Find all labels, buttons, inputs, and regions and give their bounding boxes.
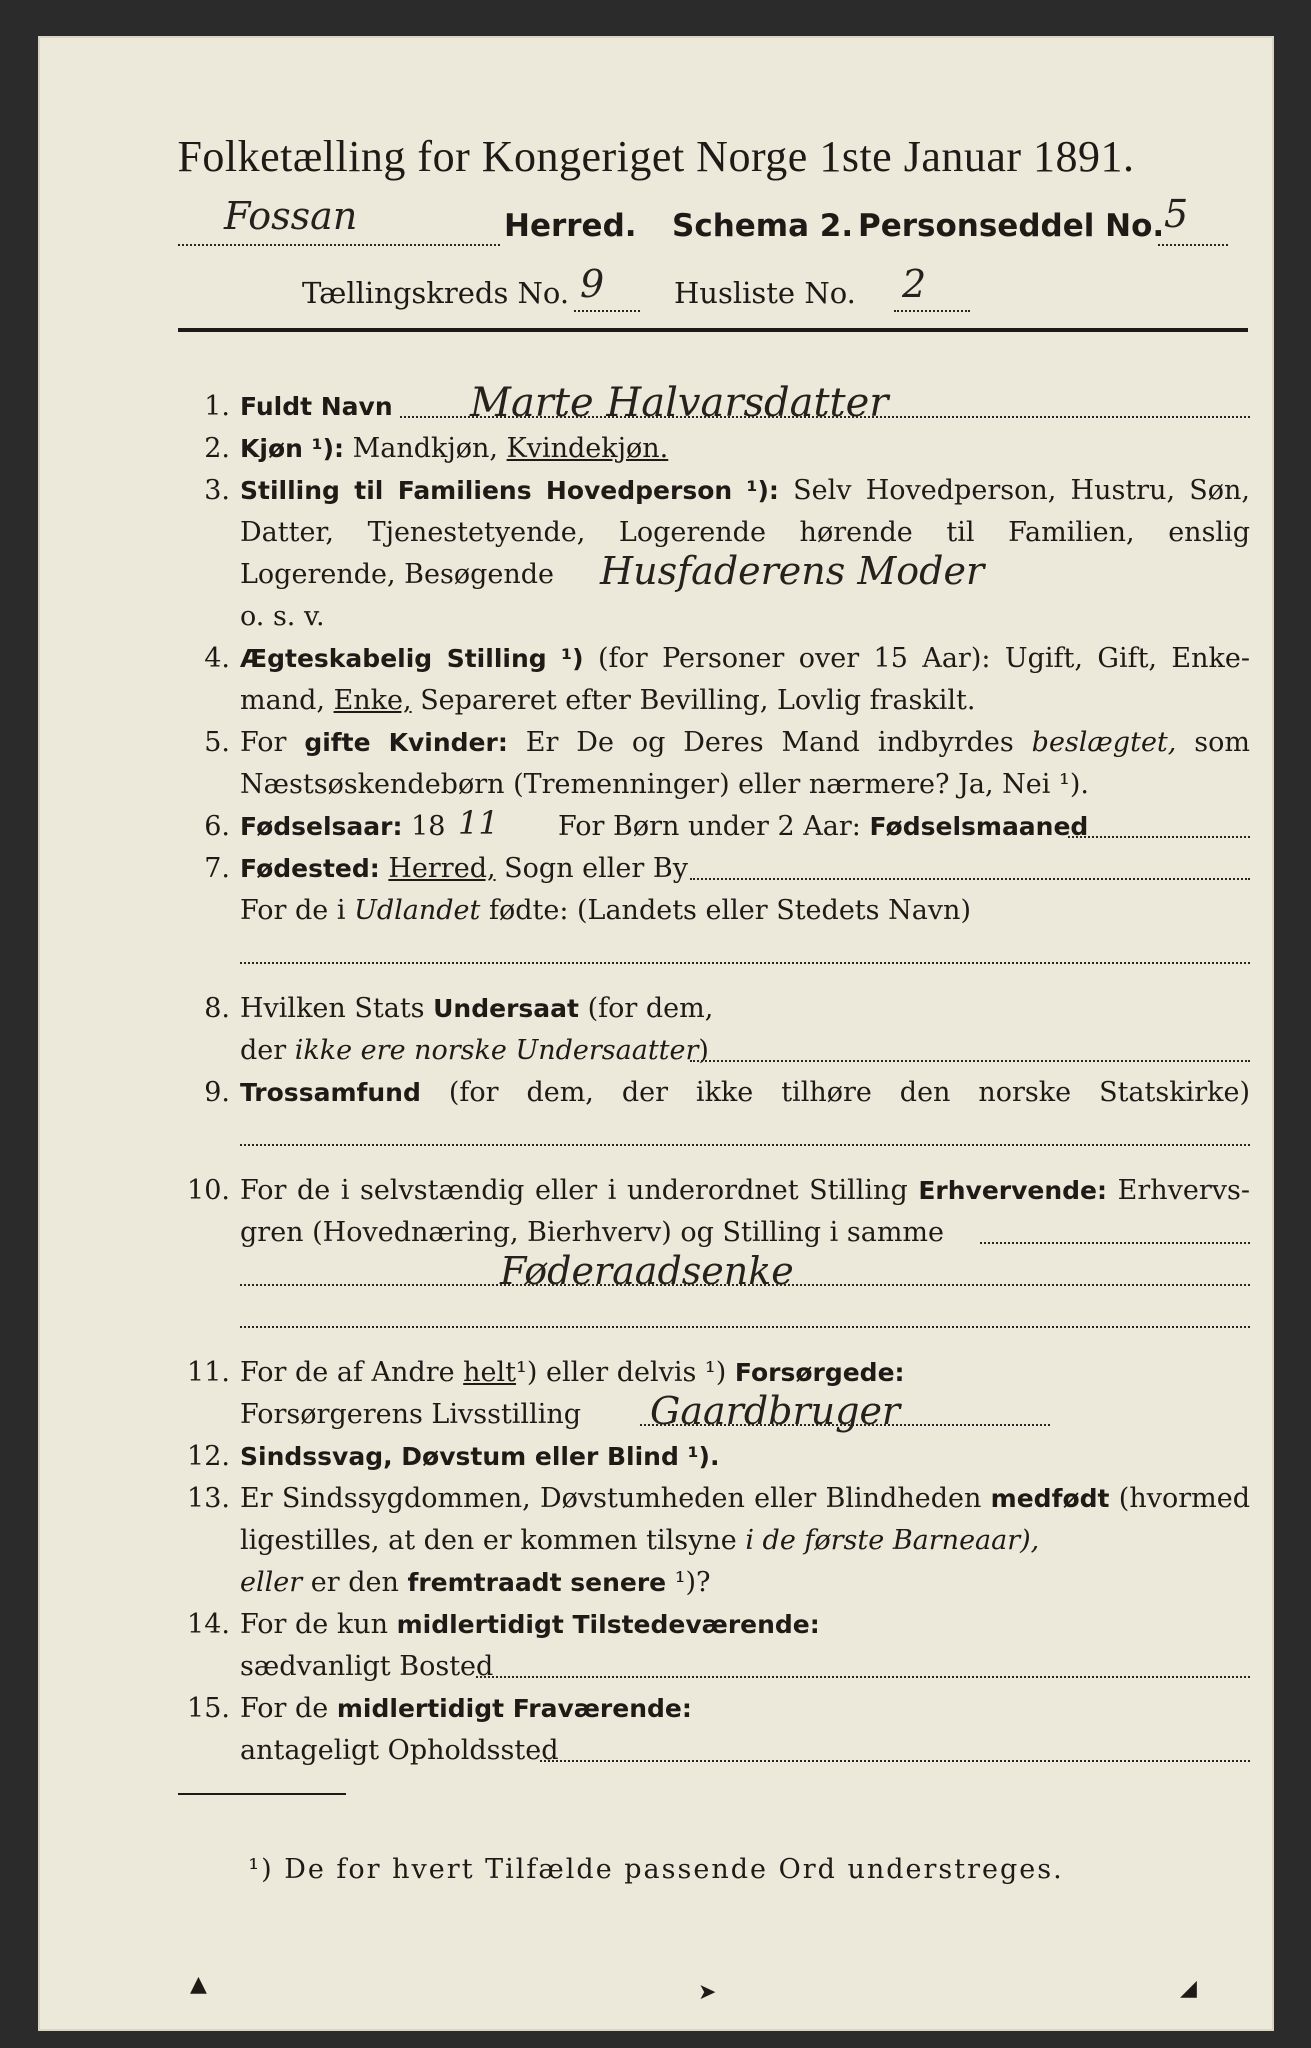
item-label: Sindssvag, Døvstum eller Blind ¹). bbox=[240, 1442, 720, 1471]
item-label: medfødt bbox=[990, 1484, 1110, 1513]
item-text: For de kun bbox=[240, 1609, 388, 1640]
item-text: mand, bbox=[240, 685, 325, 716]
item-text: fødte: (Landets eller Stedets Navn) bbox=[488, 895, 971, 926]
birth-year-prefix: 18 bbox=[411, 811, 446, 842]
item-text: (for dem, der ikke tilhøre den norske Statskirke) bbox=[448, 1077, 1250, 1108]
item-text: Sogn eller By bbox=[504, 853, 688, 884]
item-label: Kjøn ¹): bbox=[240, 434, 344, 463]
dotted-line bbox=[980, 1242, 1250, 1244]
item-marital-status bbox=[174, 638, 1250, 722]
item-birthplace bbox=[174, 848, 1250, 974]
dotted-line bbox=[476, 1676, 1250, 1678]
item-text: antageligt Opholdssted bbox=[240, 1735, 559, 1766]
item-disability-onset bbox=[174, 1478, 1250, 1604]
item-number: 12. bbox=[187, 1441, 230, 1472]
dotted-line bbox=[690, 1060, 1250, 1062]
full-name-value: Marte Halvarsdatter bbox=[470, 380, 889, 426]
item-label: Trossamfund bbox=[240, 1078, 421, 1107]
corner-mark: ▲ bbox=[190, 1972, 207, 1997]
item-text: Udlandet bbox=[354, 895, 481, 926]
item-number: 8. bbox=[204, 993, 230, 1024]
header-rule bbox=[178, 328, 1248, 332]
item-disability bbox=[174, 1436, 1250, 1478]
gender-selected: Kvindekjøn. bbox=[506, 433, 669, 464]
item-married-women bbox=[174, 722, 1250, 806]
item-text: der bbox=[240, 1035, 287, 1066]
item-text: For de af Andre bbox=[240, 1357, 455, 1388]
dotted-line bbox=[574, 310, 640, 312]
item-text: (for Personer over 15 Aar): Ugift, Gift, Enke- bbox=[598, 643, 1250, 674]
item-temporary-absent bbox=[174, 1688, 1250, 1772]
item-text: For Børn under 2 Aar: bbox=[558, 811, 861, 842]
item-label: Erhvervende: bbox=[918, 1176, 1108, 1205]
item-number: 7. bbox=[204, 853, 230, 884]
item-text: For de i selvstændig eller i underordnet Stilling bbox=[240, 1175, 908, 1206]
dotted-line bbox=[894, 310, 970, 312]
item-text: Separeret efter Bevilling, Lovlig fraskilt. bbox=[420, 685, 976, 716]
item-label: Ægteskabelig Stilling ¹) bbox=[240, 644, 584, 673]
item-label: midlertidigt Fraværende: bbox=[336, 1694, 692, 1723]
husliste-label: Husliste No. bbox=[674, 276, 856, 310]
item-number: 11. bbox=[187, 1357, 230, 1388]
item-full-name bbox=[174, 380, 1250, 428]
provider-occupation-value: Gaardbruger bbox=[650, 1389, 901, 1433]
item-occupation bbox=[174, 1170, 1250, 1338]
item-number: 2. bbox=[204, 433, 230, 464]
item-text: Logerende, Besøgende bbox=[240, 559, 554, 590]
item-number: 14. bbox=[187, 1609, 230, 1640]
item-text: For bbox=[240, 727, 287, 758]
item-text: ¹)? bbox=[674, 1567, 711, 1598]
item-text bbox=[558, 806, 1088, 848]
item-text: ¹) eller delvis ¹) bbox=[516, 1357, 727, 1388]
item-dependents bbox=[174, 1352, 1250, 1436]
schema-label: Schema 2. bbox=[672, 208, 854, 244]
footnote: ¹) De for hvert Tilfælde passende Ord understreges. bbox=[248, 1854, 1064, 1885]
item-number: 5. bbox=[204, 727, 230, 758]
item-text: beslægtet, bbox=[1031, 727, 1177, 758]
family-position-value: Husfaderens Moder bbox=[600, 549, 985, 593]
item-text: Selv Hovedperson, Hustru, Søn, bbox=[793, 475, 1250, 506]
item-text: o. s. v. bbox=[240, 601, 325, 632]
occupation-value: Føderaadsenke bbox=[500, 1249, 794, 1293]
item-label: Fødested: bbox=[240, 854, 380, 883]
item-text: Forsørgerens Livsstilling bbox=[240, 1399, 582, 1430]
item-text: ikke ere norske Undersaatter bbox=[294, 1035, 699, 1066]
item-text: Er Sindssygdommen, Døvstumheden eller Blindheden bbox=[240, 1483, 982, 1514]
item-text: ligestilles, at den er kommen tilsyne bbox=[240, 1525, 737, 1556]
item-label: fremtraadt senere bbox=[407, 1568, 667, 1597]
item-text: Hvilken Stats bbox=[240, 993, 425, 1024]
dependent-selected: helt bbox=[463, 1357, 517, 1388]
item-number: 6. bbox=[204, 811, 230, 842]
marital-selected: Enke, bbox=[333, 685, 412, 716]
item-text: For de i bbox=[240, 895, 346, 926]
husliste-value: 2 bbox=[902, 262, 927, 306]
item-number: 4. bbox=[204, 643, 230, 674]
item-label: midlertidigt Tilstedeværende: bbox=[396, 1610, 820, 1639]
item-text: (hvormed bbox=[1118, 1483, 1250, 1514]
dotted-line bbox=[240, 962, 1250, 964]
item-text: gren (Hovednæring, Bierhverv) og Stilling i samme bbox=[240, 1217, 945, 1248]
dotted-line bbox=[178, 244, 500, 246]
item-text: Næstsøskendebørn (Tremenninger) eller nærmere? Ja, Nei ¹). bbox=[240, 769, 1089, 800]
taellingskreds-label: Tællingskreds No. bbox=[302, 276, 570, 310]
dotted-line bbox=[240, 1326, 1250, 1328]
item-text: i de første Barneaar), bbox=[745, 1525, 1040, 1556]
item-label: Undersaat bbox=[433, 994, 579, 1023]
item-birth-year bbox=[174, 806, 1250, 848]
dotted-line bbox=[1068, 836, 1250, 838]
item-label: Fødselsaar: bbox=[240, 812, 403, 841]
corner-mark: ➤ bbox=[698, 1980, 717, 2005]
item-text: (for dem, bbox=[587, 993, 714, 1024]
birth-year-value: 11 bbox=[458, 804, 499, 842]
census-form bbox=[38, 36, 1274, 2031]
form-title: Folketælling for Kongeriget Norge 1ste Januar 1891. bbox=[177, 132, 1135, 181]
herred-label: Herred. bbox=[504, 208, 637, 244]
personseddel-label: Personseddel No. bbox=[858, 208, 1165, 244]
item-text: eller bbox=[240, 1567, 303, 1598]
item-label: Forsørgede: bbox=[734, 1358, 905, 1387]
header-line-herred bbox=[178, 192, 1248, 260]
form-items bbox=[174, 380, 1250, 1772]
item-family-position bbox=[174, 470, 1250, 638]
item-label: Stilling til Familiens Hovedperson ¹): bbox=[240, 476, 779, 505]
corner-mark: ◢ bbox=[1180, 1976, 1197, 2001]
item-text: Erhvervs- bbox=[1117, 1175, 1250, 1206]
item-text: sædvanligt Bosted bbox=[240, 1651, 494, 1682]
birthplace-selected: Herred, bbox=[388, 853, 496, 884]
item-number: 10. bbox=[187, 1175, 230, 1206]
item-text: er den bbox=[310, 1567, 399, 1598]
item-label: gifte Kvinder: bbox=[304, 728, 508, 757]
item-temporary-present bbox=[174, 1604, 1250, 1688]
header-line-kreds bbox=[178, 262, 1248, 332]
item-label: Fødselsmaaned bbox=[869, 812, 1089, 841]
dotted-line bbox=[240, 1144, 1250, 1146]
herred-value: Fossan bbox=[224, 194, 358, 238]
item-citizenship: 8. Hvilken Stats Undersaat (for dem, der ikke ere norske Undersaatter) bbox=[174, 988, 1250, 1072]
item-text: For de bbox=[240, 1693, 329, 1724]
item-gender bbox=[174, 428, 1250, 470]
item-label: Fuldt Navn bbox=[240, 392, 393, 421]
item-text: Datter, Tjenestetyende, Logerende hørende til Familien, enslig bbox=[240, 517, 1250, 548]
item-number: 3. bbox=[204, 475, 230, 506]
item-religion bbox=[174, 1072, 1250, 1156]
item-text: som bbox=[1194, 727, 1250, 758]
item-number: 1. bbox=[204, 391, 230, 422]
item-number: 15. bbox=[187, 1693, 230, 1724]
dotted-line bbox=[540, 1760, 1250, 1762]
item-text: Mandkjøn, bbox=[352, 433, 498, 464]
dotted-line bbox=[690, 878, 1250, 880]
personseddel-value: 5 bbox=[1164, 192, 1189, 236]
item-number: 13. bbox=[187, 1483, 230, 1514]
footnote-rule bbox=[178, 1793, 346, 1795]
item-number: 9. bbox=[204, 1077, 230, 1108]
dotted-line bbox=[1158, 244, 1228, 246]
item-text: Er De og Deres Mand indbyrdes bbox=[525, 727, 1014, 758]
taellingskreds-value: 9 bbox=[580, 262, 605, 306]
